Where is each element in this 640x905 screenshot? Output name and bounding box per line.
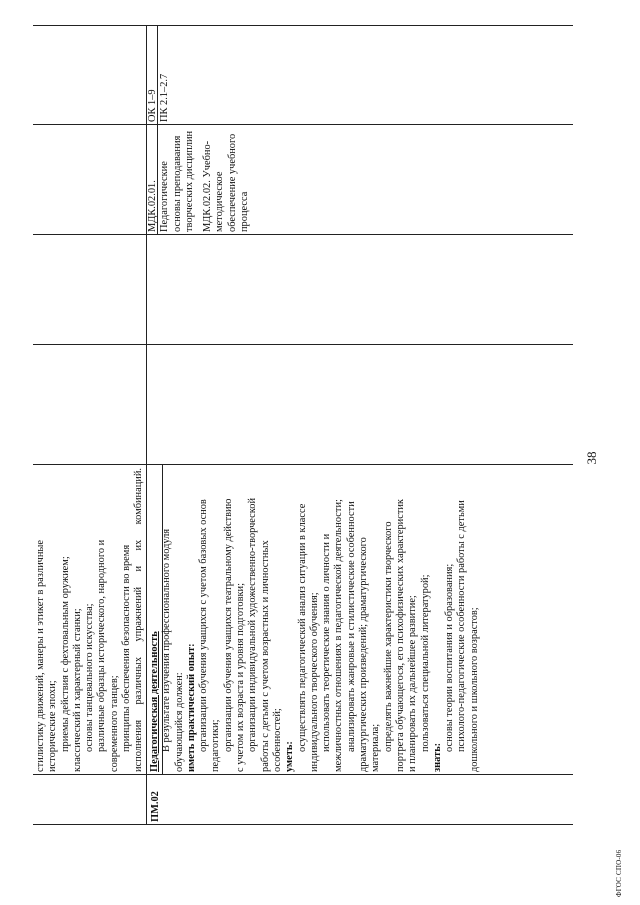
subheading-skills: уметь: [284, 741, 296, 772]
text-line: обучающийся должен: [173, 672, 185, 772]
competency-line: ОК 1–9 [147, 89, 158, 122]
column-rule [33, 344, 573, 345]
text-line: определять важнейшие характеристики творческого [382, 521, 394, 752]
mdk-line: МДК.02.01. [147, 180, 158, 232]
text-line: современного танцев; [108, 675, 120, 772]
text-line: исполнения различных упражнений и их комбинаций. [133, 468, 145, 772]
page-number: 38 [584, 451, 599, 465]
text-line: портрета обучающегося, его психофизических характеристик [394, 499, 406, 772]
mdk-line: обеспечение учебного [226, 133, 238, 232]
mdk-line: Педагогические [159, 161, 171, 232]
text-line: В результате изучения профессионального модуля [161, 528, 173, 752]
table-border-left [33, 824, 573, 825]
text-line: особенностей; [271, 708, 283, 772]
top-row-text [35, 468, 146, 772]
subheading-knowledge: знать: [431, 742, 443, 772]
text-line: работы с детьми с учетом возрастных и личностных [259, 540, 271, 772]
column-rule [33, 234, 573, 235]
competency-codes [147, 27, 172, 122]
text-line: анализировать жанровые и стилистические особенности [345, 501, 357, 752]
mdk-line: основы преподавания [171, 135, 183, 232]
table-border-right [33, 25, 573, 26]
text-line: пользоваться специальной литературой; [419, 574, 431, 752]
module-code: ПМ.02 [150, 791, 161, 822]
text-line: основы танцевального искусства; [84, 603, 96, 752]
column-rule [33, 124, 573, 125]
text-line: драматургических произведений; драматургического [358, 537, 370, 772]
mdk-line: процесса [239, 191, 251, 232]
competency-line: ПК 2.1–2.7 [159, 73, 171, 122]
module-description [149, 468, 481, 772]
subheading-practical-experience: иметь практический опыт: [185, 643, 197, 772]
mdk-line: МДК.02.02. Учебно- [202, 140, 214, 232]
text-line: стилистику движений, манеры и этикет в различные [35, 539, 46, 772]
text-line: организации индивидуальной художественно-творческой [247, 497, 259, 752]
footer-code: ФГОС СПО-06 [615, 849, 623, 897]
text-line: классический и характерный станки; [71, 608, 83, 772]
competency-table [33, 25, 573, 825]
mdk-line: методическое [214, 171, 226, 232]
text-line: дошкольного и школьного возрастов; [468, 607, 480, 772]
text-line: и планировать их дальнейшее развитие; [407, 595, 419, 772]
module-title: Педагогическая деятельность [149, 631, 160, 772]
text-line: использовать теоретические знания о личности и [321, 533, 333, 752]
text-line: приемы действия с фехтовальным оружием; [59, 556, 71, 752]
text-line: с учетом их возраста и уровня подготовки; [235, 583, 247, 772]
column-rule [33, 464, 573, 465]
text-line: принципы обеспечения безопасности во время [121, 544, 133, 752]
text-line: основы теории воспитания и образования; [444, 563, 456, 752]
text-line: межличностных отношениях в педагогической деятельности; [333, 499, 345, 772]
text-line: педагогики; [210, 719, 222, 772]
text-line: организации обучения учащихся с учетом базовых основ [198, 499, 210, 752]
text-line: организации обучения учащихся театральному действию [222, 498, 234, 752]
text-line: индивидуального творческого обучения; [308, 592, 320, 772]
text-line: различные образцы исторического, народного и [96, 539, 108, 752]
text-line: материала; [370, 723, 382, 772]
mdk-line: творческих дисциплин [183, 130, 195, 232]
column-rule [33, 774, 573, 775]
text-line: осуществлять педагогический анализ ситуации в классе [296, 503, 308, 752]
text-line: исторические эпохи; [47, 680, 59, 772]
mdk-list [147, 127, 251, 232]
text-line: психолого-педагогические особенности работы с детьми [456, 500, 468, 752]
